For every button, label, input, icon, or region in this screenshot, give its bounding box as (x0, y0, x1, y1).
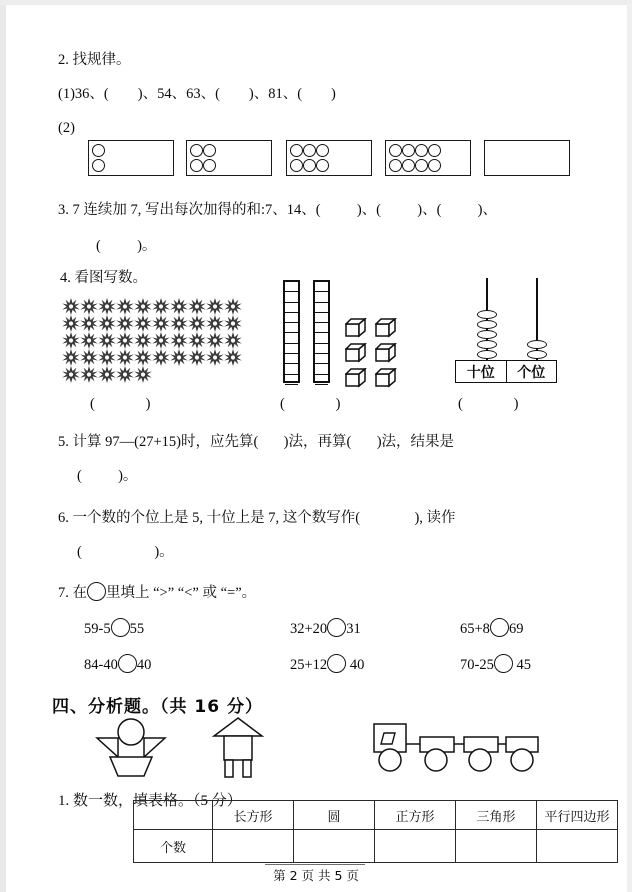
abacus-place-value-bar (455, 360, 557, 383)
pattern-circle (190, 144, 203, 157)
star-icon (62, 315, 80, 332)
star-icon (134, 315, 152, 332)
comparison-item-1-3 (460, 618, 523, 641)
comparison-left-expression: 70-25 (460, 657, 494, 673)
ten-rod-2 (313, 280, 330, 383)
pattern-circle (415, 159, 428, 172)
star-row-2 (62, 315, 242, 332)
rod-unit (315, 344, 328, 354)
pattern-circle (290, 144, 303, 157)
star-icon (80, 298, 98, 315)
unit-cube (375, 318, 397, 343)
comparison-left-expression: 84-40 (84, 657, 118, 673)
question-4-title: 4. 看图写数。 (60, 270, 147, 286)
star-icon (224, 298, 242, 315)
star-icon (98, 349, 116, 366)
star-icon (116, 366, 134, 383)
footer-rule-left (265, 864, 365, 865)
comparison-left-expression: 25+12 (290, 657, 328, 673)
question-4-blank-1: ( ) (90, 396, 151, 412)
abacus-bead (477, 330, 497, 339)
star-icon (188, 298, 206, 315)
house-figure (210, 714, 266, 783)
table-answer-cell-5[interactable] (537, 830, 618, 863)
star-icon (206, 298, 224, 315)
rod-unit (315, 375, 328, 385)
unit-cube (375, 343, 397, 368)
star-icon (224, 349, 242, 366)
pattern-box-4-row-1 (389, 144, 441, 157)
section-4-question-1-title: 1. 数一数，填表格。（5 分） (58, 793, 242, 809)
star-icon (188, 315, 206, 332)
rod-unit (285, 303, 298, 313)
star-icon (62, 349, 80, 366)
rod-unit (315, 323, 328, 333)
pattern-box-3 (286, 140, 372, 176)
star-icon (98, 315, 116, 332)
comparison-answer-circle[interactable] (327, 618, 346, 637)
pattern-circle (203, 144, 216, 157)
rod-unit (285, 333, 298, 343)
unit-cube (345, 318, 367, 343)
pattern-box-3-row-2 (290, 159, 329, 172)
comparison-left-expression: 65+8 (460, 621, 490, 637)
table-row (134, 830, 618, 863)
star-icon (170, 298, 188, 315)
question-2-title: 2. 找规律。 (58, 52, 131, 68)
table-header-row (134, 801, 618, 830)
page-edge-top (0, 0, 632, 5)
pattern-circle (203, 159, 216, 172)
comparison-answer-circle[interactable] (490, 618, 509, 637)
table-header-cell: 三角形 (456, 801, 537, 830)
star-row-5 (62, 366, 242, 383)
question-7-title (58, 582, 256, 605)
star-icon (170, 349, 188, 366)
star-icon (224, 332, 242, 349)
star-icon (170, 315, 188, 332)
pattern-box-4-row-2 (389, 159, 441, 172)
rod-unit (315, 313, 328, 323)
table-answer-cell-3[interactable] (375, 830, 456, 863)
page-edge-left (0, 0, 6, 892)
abacus-bead (527, 350, 547, 359)
table-header-cell: 圆 (294, 801, 375, 830)
comparison-right-expression: 40 (346, 657, 365, 673)
comparison-item-1-2 (290, 618, 361, 641)
pattern-circle (303, 159, 316, 172)
star-icon (134, 366, 152, 383)
comparison-item-2-2 (290, 654, 364, 677)
pattern-circle (290, 159, 303, 172)
comparison-left-expression: 32+20 (290, 621, 328, 637)
rod-unit (315, 282, 328, 292)
star-icon (62, 332, 80, 349)
abacus-bead (477, 310, 497, 319)
star-grid (62, 298, 242, 383)
pattern-circle (92, 159, 105, 172)
table-answer-cell-4[interactable] (456, 830, 537, 863)
pattern-circle (303, 144, 316, 157)
pattern-box-2-row-1 (190, 144, 216, 157)
star-icon (98, 332, 116, 349)
question-3-line2: ( )。 (96, 238, 157, 254)
abacus-label-tens: 十位 (466, 363, 495, 380)
train-figure (370, 720, 540, 779)
question-7-title-suffix: 里填上 “>” “<” 或 “=”。 (106, 585, 257, 601)
star-icon (188, 349, 206, 366)
pattern-box-4 (385, 140, 471, 176)
star-icon (80, 332, 98, 349)
pattern-box-3-row-1 (290, 144, 329, 157)
ten-rod-1 (283, 280, 300, 383)
comparison-right-expression: 69 (508, 621, 524, 637)
pattern-circle (402, 144, 415, 157)
question-5-line1: 5. 计算 97—(27+15)时，应先算( )法，再算( )法，结果是 (58, 434, 455, 450)
pattern-circle (316, 159, 329, 172)
abacus-bead (477, 320, 497, 329)
star-icon (188, 332, 206, 349)
pattern-circle (428, 144, 441, 157)
page-footer: 第 2 页 共 5 页 (273, 868, 359, 883)
pattern-circle (316, 144, 329, 157)
star-icon (116, 332, 134, 349)
abacus-bead (477, 350, 497, 359)
question-5-line2: ( )。 (77, 468, 138, 484)
pattern-circle (389, 159, 402, 172)
star-icon (170, 332, 188, 349)
comparison-right-expression: 31 (346, 621, 361, 637)
rod-unit (285, 282, 298, 292)
unit-cube (375, 368, 397, 393)
star-icon (80, 315, 98, 332)
question-2-part1: (1)36、( )、54、63、( )、81、( ) (58, 86, 336, 102)
table-corner-cell (134, 801, 213, 830)
star-icon (206, 315, 224, 332)
page-edge-right (627, 0, 632, 892)
rod-unit (315, 354, 328, 364)
pattern-box-1-row-1 (92, 144, 105, 157)
pattern-box-2-row-2 (190, 159, 216, 172)
table-answer-cell-2[interactable] (294, 830, 375, 863)
comparison-right-expression: 40 (136, 657, 152, 673)
comparison-answer-circle[interactable] (327, 654, 346, 673)
table-header-cell: 平行四边形 (537, 801, 618, 830)
rod-unit (285, 323, 298, 333)
comparison-left-expression: 59-5 (84, 621, 111, 637)
rod-unit (315, 364, 328, 374)
star-row-1 (62, 298, 242, 315)
pattern-circle (402, 159, 415, 172)
rod-unit (285, 292, 298, 302)
star-icon (134, 298, 152, 315)
rod-unit (285, 375, 298, 385)
comparison-item-1-1 (84, 618, 144, 641)
star-icon (134, 332, 152, 349)
star-icon (134, 349, 152, 366)
comparison-answer-circle[interactable] (494, 654, 513, 673)
star-icon (152, 349, 170, 366)
question-7-title-prefix: 7. 在 (58, 585, 87, 601)
pattern-box-2 (186, 140, 272, 176)
abacus-label-ones: 个位 (506, 361, 557, 382)
pattern-box-1 (88, 140, 174, 176)
table-answer-cell-1[interactable] (213, 830, 294, 863)
section-4-heading: 四、分析题。（共 16 分） (52, 697, 263, 717)
rod-unit (285, 354, 298, 364)
pattern-box-5 (484, 140, 570, 176)
star-icon (206, 332, 224, 349)
boat-figure (92, 716, 170, 783)
star-row-3 (62, 332, 242, 349)
rod-unit (315, 292, 328, 302)
comparison-answer-circle[interactable] (111, 618, 130, 637)
question-6-line1: 6. 一个数的个位上是 5, 十位上是 7, 这个数写作( ), 读作 (58, 510, 456, 526)
star-icon (152, 315, 170, 332)
pattern-box-1-row-2 (92, 159, 105, 172)
rod-unit (285, 364, 298, 374)
table-header-cell: 正方形 (375, 801, 456, 830)
comparison-right-expression: 55 (129, 621, 145, 637)
rod-unit (285, 344, 298, 354)
star-icon (80, 366, 98, 383)
abacus-figure (455, 278, 565, 388)
star-icon (80, 349, 98, 366)
shape-count-table (133, 800, 618, 863)
comparison-right-expression: 45 (512, 657, 531, 673)
star-icon (98, 366, 116, 383)
comparison-answer-circle[interactable] (118, 654, 137, 673)
star-icon (206, 349, 224, 366)
comparison-item-2-3 (460, 654, 531, 677)
pattern-circle (190, 159, 203, 172)
abacus-bead (477, 340, 497, 349)
pattern-circle (415, 144, 428, 157)
table-row-label: 个数 (134, 830, 213, 863)
abacus-bead (527, 340, 547, 349)
unit-cube (345, 368, 367, 393)
compare-circle-icon (87, 582, 106, 601)
star-icon (98, 298, 116, 315)
pattern-circle (389, 144, 402, 157)
star-icon (62, 366, 80, 383)
star-icon (62, 298, 80, 315)
rod-unit (285, 313, 298, 323)
table-header-cell: 长方形 (213, 801, 294, 830)
question-4-blank-2: ( ) (280, 396, 341, 412)
question-6-line2: ( )。 (77, 544, 174, 560)
star-icon (116, 349, 134, 366)
star-icon (116, 298, 134, 315)
pattern-circle (428, 159, 441, 172)
star-row-4 (62, 349, 242, 366)
unit-cube (345, 343, 367, 368)
star-icon (116, 315, 134, 332)
star-icon (152, 332, 170, 349)
question-3-line1: 3. 7 连续加 7, 写出每次加得的和:7、14、( )、( )、( )、 (58, 202, 497, 218)
pattern-circle (92, 144, 105, 157)
question-4-blank-3: ( ) (458, 396, 519, 412)
rod-unit (315, 303, 328, 313)
comparison-item-2-1 (84, 654, 151, 677)
rod-unit (315, 333, 328, 343)
star-icon (224, 315, 242, 332)
question-2-part2-label: (2) (58, 120, 75, 136)
star-icon (152, 298, 170, 315)
